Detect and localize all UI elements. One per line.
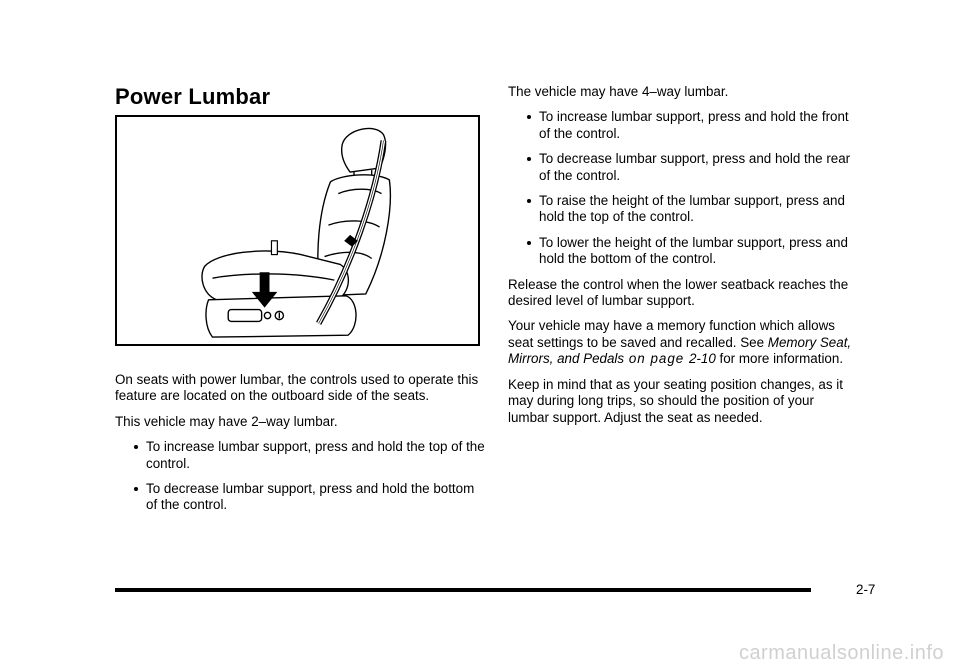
xref-title: Memory Seat, Mirrors, and Pedals xyxy=(508,334,852,367)
list-item: To lower the height of the lumbar support, press and hold the bottom of the control. xyxy=(539,235,853,268)
list-item: To increase lumbar support, press and hold the top of the control. xyxy=(146,439,485,471)
list-item: To raise the height of the lumbar support, press and hold the top of the control. xyxy=(539,193,853,226)
memory-text: Your vehicle may have a memory function which allows seat settings to be saved and recalled. See xyxy=(508,318,835,350)
xref-on-page: on page xyxy=(624,351,689,367)
intro-paragraph: On seats with power lumbar, the controls used to operate this feature are located on the outboard side of the seats. xyxy=(115,372,479,404)
footer-rule xyxy=(115,588,811,592)
two-way-intro: This vehicle may have 2–way lumbar. xyxy=(115,413,338,429)
section-title: Power Lumbar xyxy=(115,84,271,109)
list-item: To decrease lumbar support, press and hold the bottom of the control. xyxy=(146,481,485,514)
release-paragraph: Release the control when the lower seatback reaches the desired level of lumbar support. xyxy=(508,276,849,309)
right-column xyxy=(508,84,853,435)
closing-paragraph: Keep in mind that as your seating position changes, as it may during long trips, so should the position of your lumbar support. Adjust the seat as needed. xyxy=(508,376,843,425)
memory-paragraph xyxy=(508,318,853,367)
list-item: To increase lumbar support, press and hold the front of the control. xyxy=(539,109,853,142)
page-number: 2-7 xyxy=(856,582,876,597)
four-way-intro: The vehicle may have 4–way lumbar. xyxy=(508,84,729,99)
site-watermark: carmanualsonline.info xyxy=(738,642,944,664)
list-item: To decrease lumbar support, press and hold the rear of the control. xyxy=(539,151,853,184)
four-way-list xyxy=(508,109,853,267)
seat-drawing xyxy=(117,117,478,344)
two-way-list xyxy=(115,439,485,514)
memory-text-end: for more information. xyxy=(715,351,844,367)
xref-page: 2‑10 xyxy=(688,351,716,367)
seat-illustration xyxy=(115,115,480,346)
left-column xyxy=(115,372,485,523)
